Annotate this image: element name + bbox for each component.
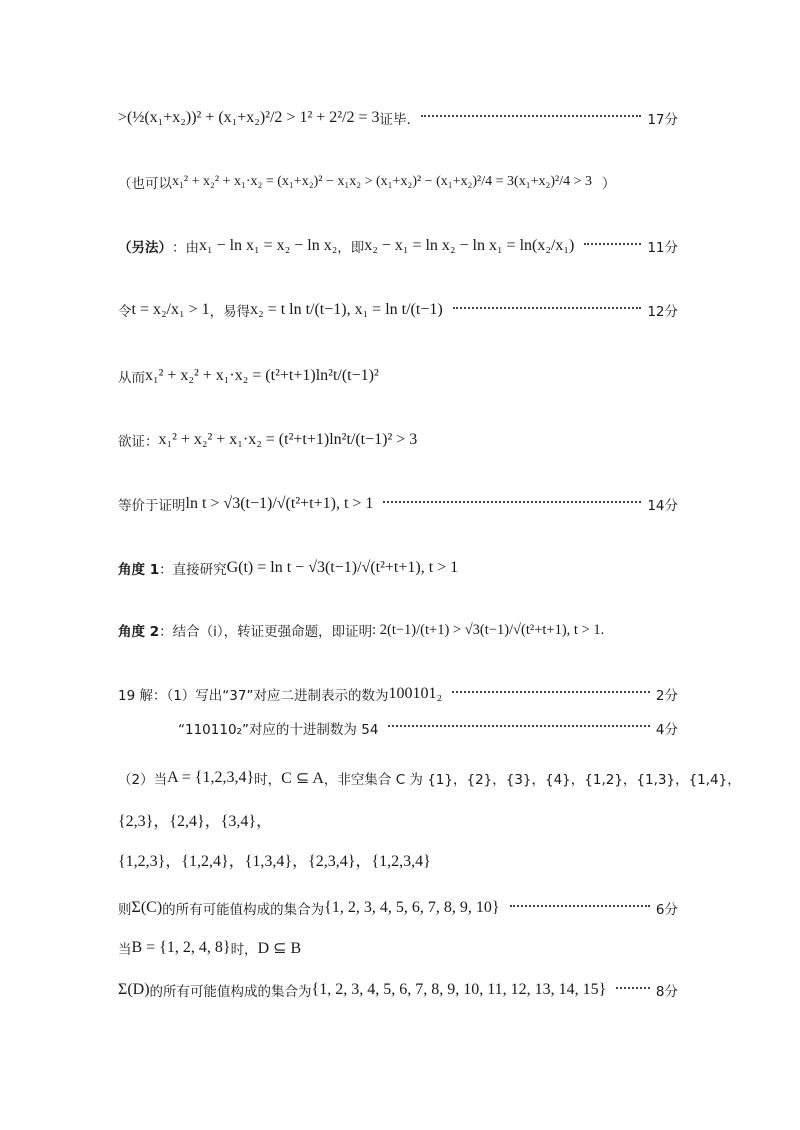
math-expression: x₁² + x₂² + x₁·x₂ = (t²+t+1)ln²t/(t−1)² > 3 (158, 431, 418, 448)
label: 角度 2 (118, 624, 160, 640)
dot-leader (584, 243, 641, 245)
text: 证毕. (379, 112, 411, 128)
text: 时， (230, 942, 258, 958)
sigma-d-line (118, 980, 678, 1000)
math-expression: x₂ − x₁ = ln x₂ − ln x₁ = ln(x₂/x₁) (364, 237, 575, 254)
math-expression: {2,3}，{2,4}，{3,4}， (118, 813, 273, 830)
q19-decimal-line (178, 718, 678, 738)
text: 等价于证明 (118, 498, 186, 514)
q19-part2-line (118, 768, 741, 788)
subsets-line (118, 808, 678, 831)
text: ，易得 (209, 304, 251, 320)
equivalent-line (118, 494, 678, 514)
math-expression: A = {1,2,3,4} (167, 769, 255, 786)
label: （另法） (118, 240, 172, 256)
set-b-line (118, 938, 678, 958)
substitution-line (118, 300, 678, 320)
math-expression: {1, 2, 3, 4, 5, 6, 7, 8, 9, 10, 11, 12, 13, 14, 15} (311, 981, 607, 998)
angle-1-line (118, 558, 678, 578)
dot-leader (453, 307, 642, 309)
math-expression: {1,2,3}，{1,2,4}，{1,3,4}，{2,3,4}，{1,2,3,4} (118, 853, 431, 870)
text: ：结合（i），转证更强命题，即证明 (159, 624, 373, 640)
score: 2分 (655, 688, 678, 704)
dot-leader (421, 115, 641, 117)
math-expression: Σ(C) (131, 899, 163, 916)
text: 时， (254, 772, 282, 788)
score: 8分 (655, 984, 678, 1000)
derivation-line (118, 366, 678, 386)
text: ：由 (172, 240, 199, 256)
text: ：直接研究 (159, 562, 227, 578)
dot-leader (452, 691, 650, 693)
dot-leader (383, 501, 641, 503)
math-expression: : 2(t−1)/(t+1) > √3(t−1)/√(t²+t+1), t > 1. (372, 621, 605, 638)
subsets-line (118, 848, 678, 871)
text: ，非空集合 C 为 {1}，{2}，{3}，{4}，{1,2}，{1,3}，{1,4}， (323, 772, 741, 788)
math-expression: 100101₂ (388, 685, 443, 702)
text: 的所有可能值构成的集合为 (162, 902, 325, 918)
math-expression: C ⊆ A (281, 770, 324, 787)
math-expression: {1, 2, 3, 4, 5, 6, 7, 8, 9, 10} (324, 899, 500, 916)
math-expression: x₂ = t ln t/(t−1), x₁ = ln t/(t−1) (250, 301, 443, 318)
text: （也可以 (118, 176, 172, 192)
text: 欲证： (118, 434, 159, 450)
q19-part1-line (118, 684, 678, 704)
math-expression: B = {1, 2, 4, 8} (131, 939, 231, 956)
text: 从而 (118, 370, 145, 386)
math-expression: >(½(x₁+x₂))² + (x₁+x₂)²/2 > 1² + 2²/2 = 3 (118, 109, 380, 126)
math-expression: x₁ − ln x₁ = x₂ − ln x₂ (199, 237, 338, 254)
math-expression: x₁² + x₂² + x₁·x₂ = (x₁+x₂)² − x₁x₂ > (x₁+x₂)² − (x₁+x₂)²/4 = 3(x₁+x₂)²/4 > 3 (172, 174, 592, 189)
text: 则 (118, 902, 132, 918)
dot-leader (616, 987, 650, 989)
text: 的所有可能值构成的集合为 (149, 984, 312, 1000)
score: 4分 (655, 722, 678, 738)
label: 角度 1 (118, 562, 160, 578)
text: 令 (118, 304, 132, 320)
text: 当 (118, 942, 132, 958)
score: 17分 (647, 112, 678, 128)
dot-leader (388, 725, 650, 727)
proof-conclusion-line (118, 108, 678, 128)
score: 12分 (647, 304, 678, 320)
text: “110110₂”对应的十进制数为 54 (178, 722, 379, 738)
text: （2）当 (118, 772, 168, 788)
angle-2-line (118, 620, 718, 640)
score: 11分 (647, 240, 678, 256)
dot-leader (510, 905, 650, 907)
alternative-note-line (118, 172, 718, 192)
math-expression: D ⊆ B (257, 940, 302, 957)
math-expression: Σ(D) (118, 981, 150, 998)
sigma-c-line (118, 898, 678, 918)
score: 6分 (655, 902, 678, 918)
alternative-method-line (118, 236, 678, 256)
text: 19 解：（1）写出“37”对应二进制表示的数为 (118, 688, 389, 704)
math-expression: t = x₂/x₁ > 1 (131, 301, 210, 318)
text: ，即 (337, 240, 365, 256)
score: 14分 (647, 498, 678, 514)
math-expression: x₁² + x₂² + x₁·x₂ = (t²+t+1)ln²t/(t−1)² (145, 367, 379, 384)
to-prove-line (118, 430, 678, 450)
text: ） (602, 176, 616, 192)
math-expression: G(t) = ln t − √3(t−1)/√(t²+t+1), t > 1 (226, 559, 459, 576)
math-expression: ln t > √3(t−1)/√(t²+t+1), t > 1 (185, 495, 374, 512)
